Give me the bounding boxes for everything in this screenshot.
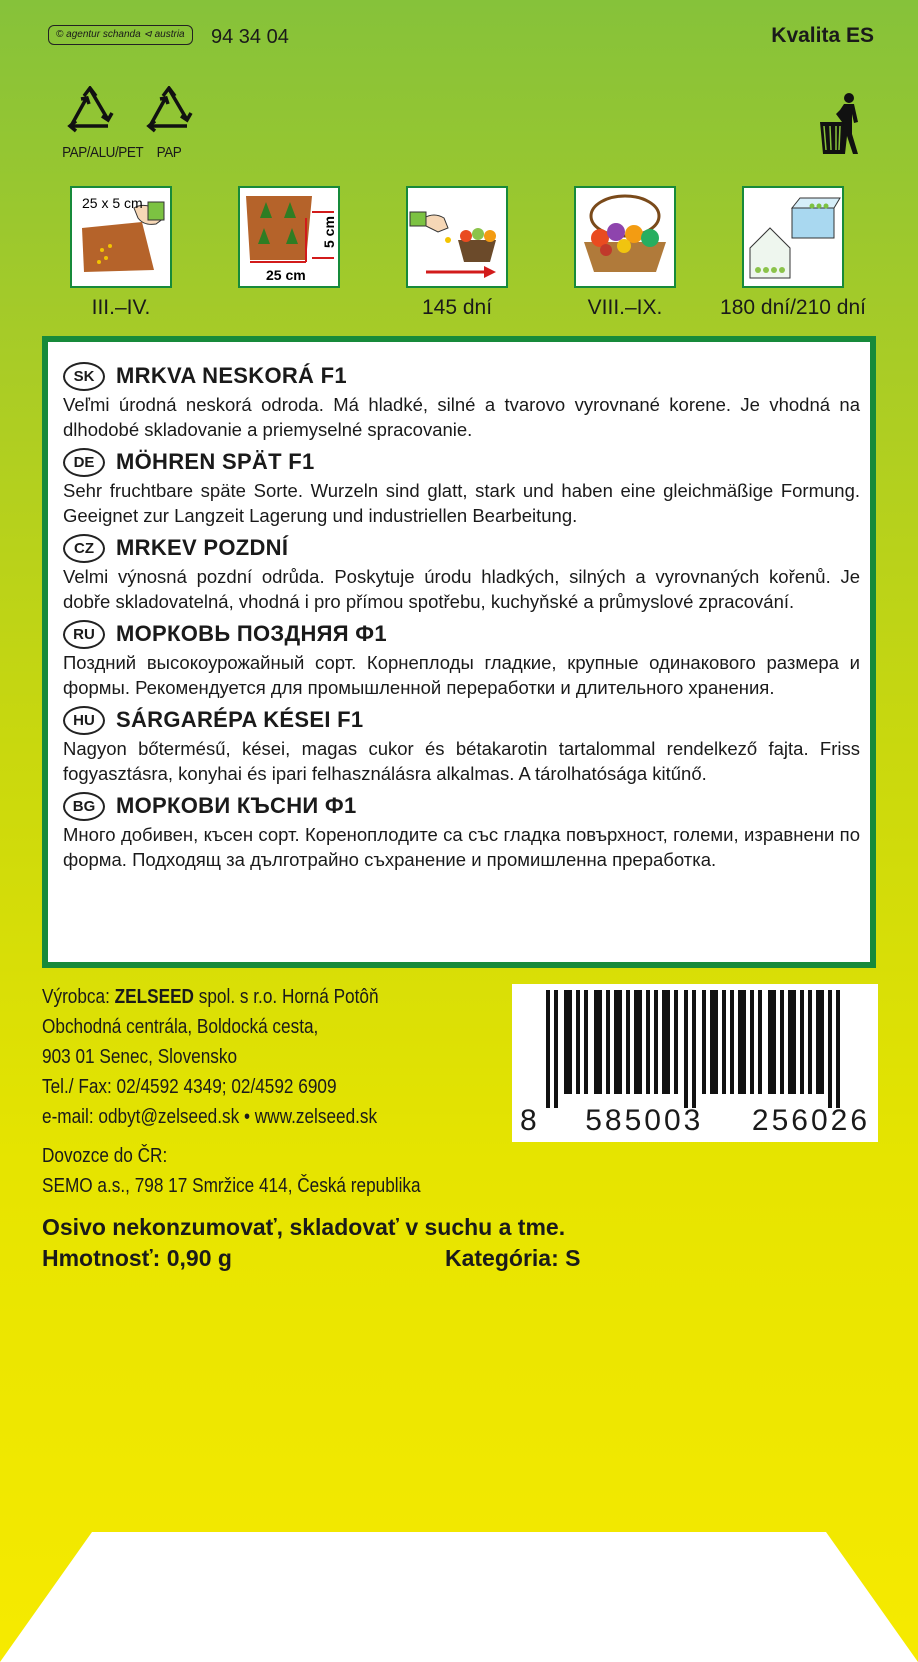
barcode-number — [512, 1104, 878, 1138]
variety-description: Много добивен, късен сорт. Кореноплодите са със гладка повърхност, големи, изравнени по форма. Подходящ за дълготрайно съхранение и промишленна преработка. — [63, 824, 860, 870]
harvest-time-pictogram — [406, 186, 508, 288]
recycle-label: PAP/ALU/PET — [62, 144, 144, 161]
storage-icon — [744, 188, 842, 286]
sowing-pictogram — [70, 186, 172, 288]
barcode-bars — [512, 990, 878, 1108]
storage-pictogram — [742, 186, 844, 288]
barcode — [512, 984, 878, 1142]
weight-label: Hmotnosť: 0,90 g — [42, 1245, 232, 1271]
lang-section-sk — [63, 360, 860, 442]
producer-phone: Tel./ Fax: 02/4592 4349; 02/4592 6909 — [42, 1076, 337, 1098]
variety-title: MRKEV POZDNÍ — [116, 535, 289, 560]
lang-section-ru — [63, 618, 860, 700]
language-code-badge: RU — [63, 620, 105, 649]
language-code-badge: DE — [63, 448, 105, 477]
variety-title: МОРКОВИ КЪСНИ Ф1 — [116, 793, 357, 818]
recycle-label: PAP — [156, 144, 182, 161]
variety-description: Поздний высокоурожайный сорт. Корнеплоды гладкие, крупные одинакового размера и формы. Рекомендуется для промышленной переработки и длительного хранения. — [63, 652, 860, 698]
variety-description: Sehr fruchtbare späte Sorte. Wurzeln sind glatt, stark und haben eine gleichmäßige Formung. Geeignet zur Langzeit Lagerung und industriellen Bearbeitung. — [63, 480, 860, 526]
spacing-vertical-text: 5 cm — [321, 216, 337, 248]
variety-description: Velmi výnosná pozdní odrůda. Poskytuje úrodu hladkých, silných a vyrovnaných kořenů. Je dobře skladovatelná, vhodná i pro přímou spotřebu, kuchyňské a průmyslové zpracování. — [63, 566, 860, 612]
variety-description: Nagyon bőtermésű, kései, magas cukor és bétakarotin tartalommal rendelkező fajta. Friss fogyasztásra, konyhai és ipari felhasználásra alkalmas. A tárolhatósága kitűnő. — [63, 738, 860, 784]
variety-title: MÖHREN SPÄT F1 — [116, 449, 315, 474]
producer-address-line: 903 01 Senec, Slovensko — [42, 1046, 238, 1068]
recycle-icon — [141, 86, 197, 142]
importer-heading: Dovozce do ČR: — [42, 1145, 168, 1167]
producer-info — [42, 982, 446, 1132]
language-code-badge: HU — [63, 706, 105, 735]
language-code-badge: SK — [63, 362, 105, 391]
harvest-time-icon — [408, 188, 506, 286]
recycle-symbol-pap — [138, 86, 200, 161]
producer-location: spol. s r.o. Horná Potôň — [193, 986, 379, 1008]
harvest-basket-pictogram — [574, 186, 676, 288]
sowing-icon — [72, 188, 170, 286]
producer-prefix: Výrobca: — [42, 986, 115, 1008]
harvest-period-label: VIII.–IX. — [587, 296, 663, 319]
spacing-icon — [240, 188, 338, 286]
importer-info — [42, 1141, 421, 1201]
recycle-icon — [62, 86, 118, 142]
lang-section-cz — [63, 532, 860, 614]
sowing-spacing-text: 25 x 5 cm — [82, 195, 143, 211]
producer-address-line: Obchodná centrála, Boldocká cesta, — [42, 1016, 319, 1038]
importer-address: SEMO a.s., 798 17 Smržice 414, Česká republika — [42, 1175, 421, 1197]
barcode-digit-group: 585003 — [585, 1104, 704, 1137]
description-box — [42, 336, 876, 968]
packet-flap — [0, 1532, 918, 1662]
harvest-days-label: 145 dní — [421, 296, 493, 319]
variety-title: SÁRGARÉPA KÉSEI F1 — [116, 707, 364, 732]
lang-section-de — [63, 446, 860, 528]
producer-contact: e-mail: odbyt@zelseed.sk • www.zelseed.sk — [42, 1106, 378, 1128]
barcode-digit-group: 256026 — [751, 1104, 870, 1137]
variety-title: МОРКОВЬ ПОЗДНЯЯ Ф1 — [116, 621, 387, 646]
variety-title: MRKVA NESKORÁ F1 — [116, 363, 347, 388]
recycle-symbol-pap-alu-pet — [59, 86, 144, 161]
header-row — [46, 22, 874, 54]
agency-logo: © agentur schanda ⊲ austria — [48, 25, 193, 45]
category-label: Kategória: S — [445, 1245, 581, 1271]
producer-company: ZELSEED — [114, 986, 194, 1008]
barcode-digit-group: 8 — [520, 1104, 537, 1137]
lang-section-hu — [63, 704, 860, 786]
quality-label: Kvalita ES — [771, 24, 874, 47]
language-code-badge: BG — [63, 792, 105, 821]
storage-days-label: 180 dní/210 dní — [720, 296, 866, 319]
agency-code: 94 34 04 — [211, 26, 289, 48]
trash-bin-icon — [818, 92, 868, 161]
language-code-badge: CZ — [63, 534, 105, 563]
spacing-pictogram — [238, 186, 340, 288]
spacing-horizontal-text: 25 cm — [266, 267, 306, 283]
lang-section-bg — [63, 790, 860, 872]
variety-description: Veľmi úrodná neskorá odroda. Má hladké, silné a tvarovo vyrovnané korene. Je vhodná na dlhodobé skladovanie a priemyselné spracovanie. — [63, 394, 860, 440]
sowing-period-label: III.–IV. — [91, 296, 151, 319]
harvest-basket-icon — [576, 188, 674, 286]
storage-instruction: Osivo nekonzumovať, skladovať v suchu a tme. — [42, 1214, 566, 1240]
